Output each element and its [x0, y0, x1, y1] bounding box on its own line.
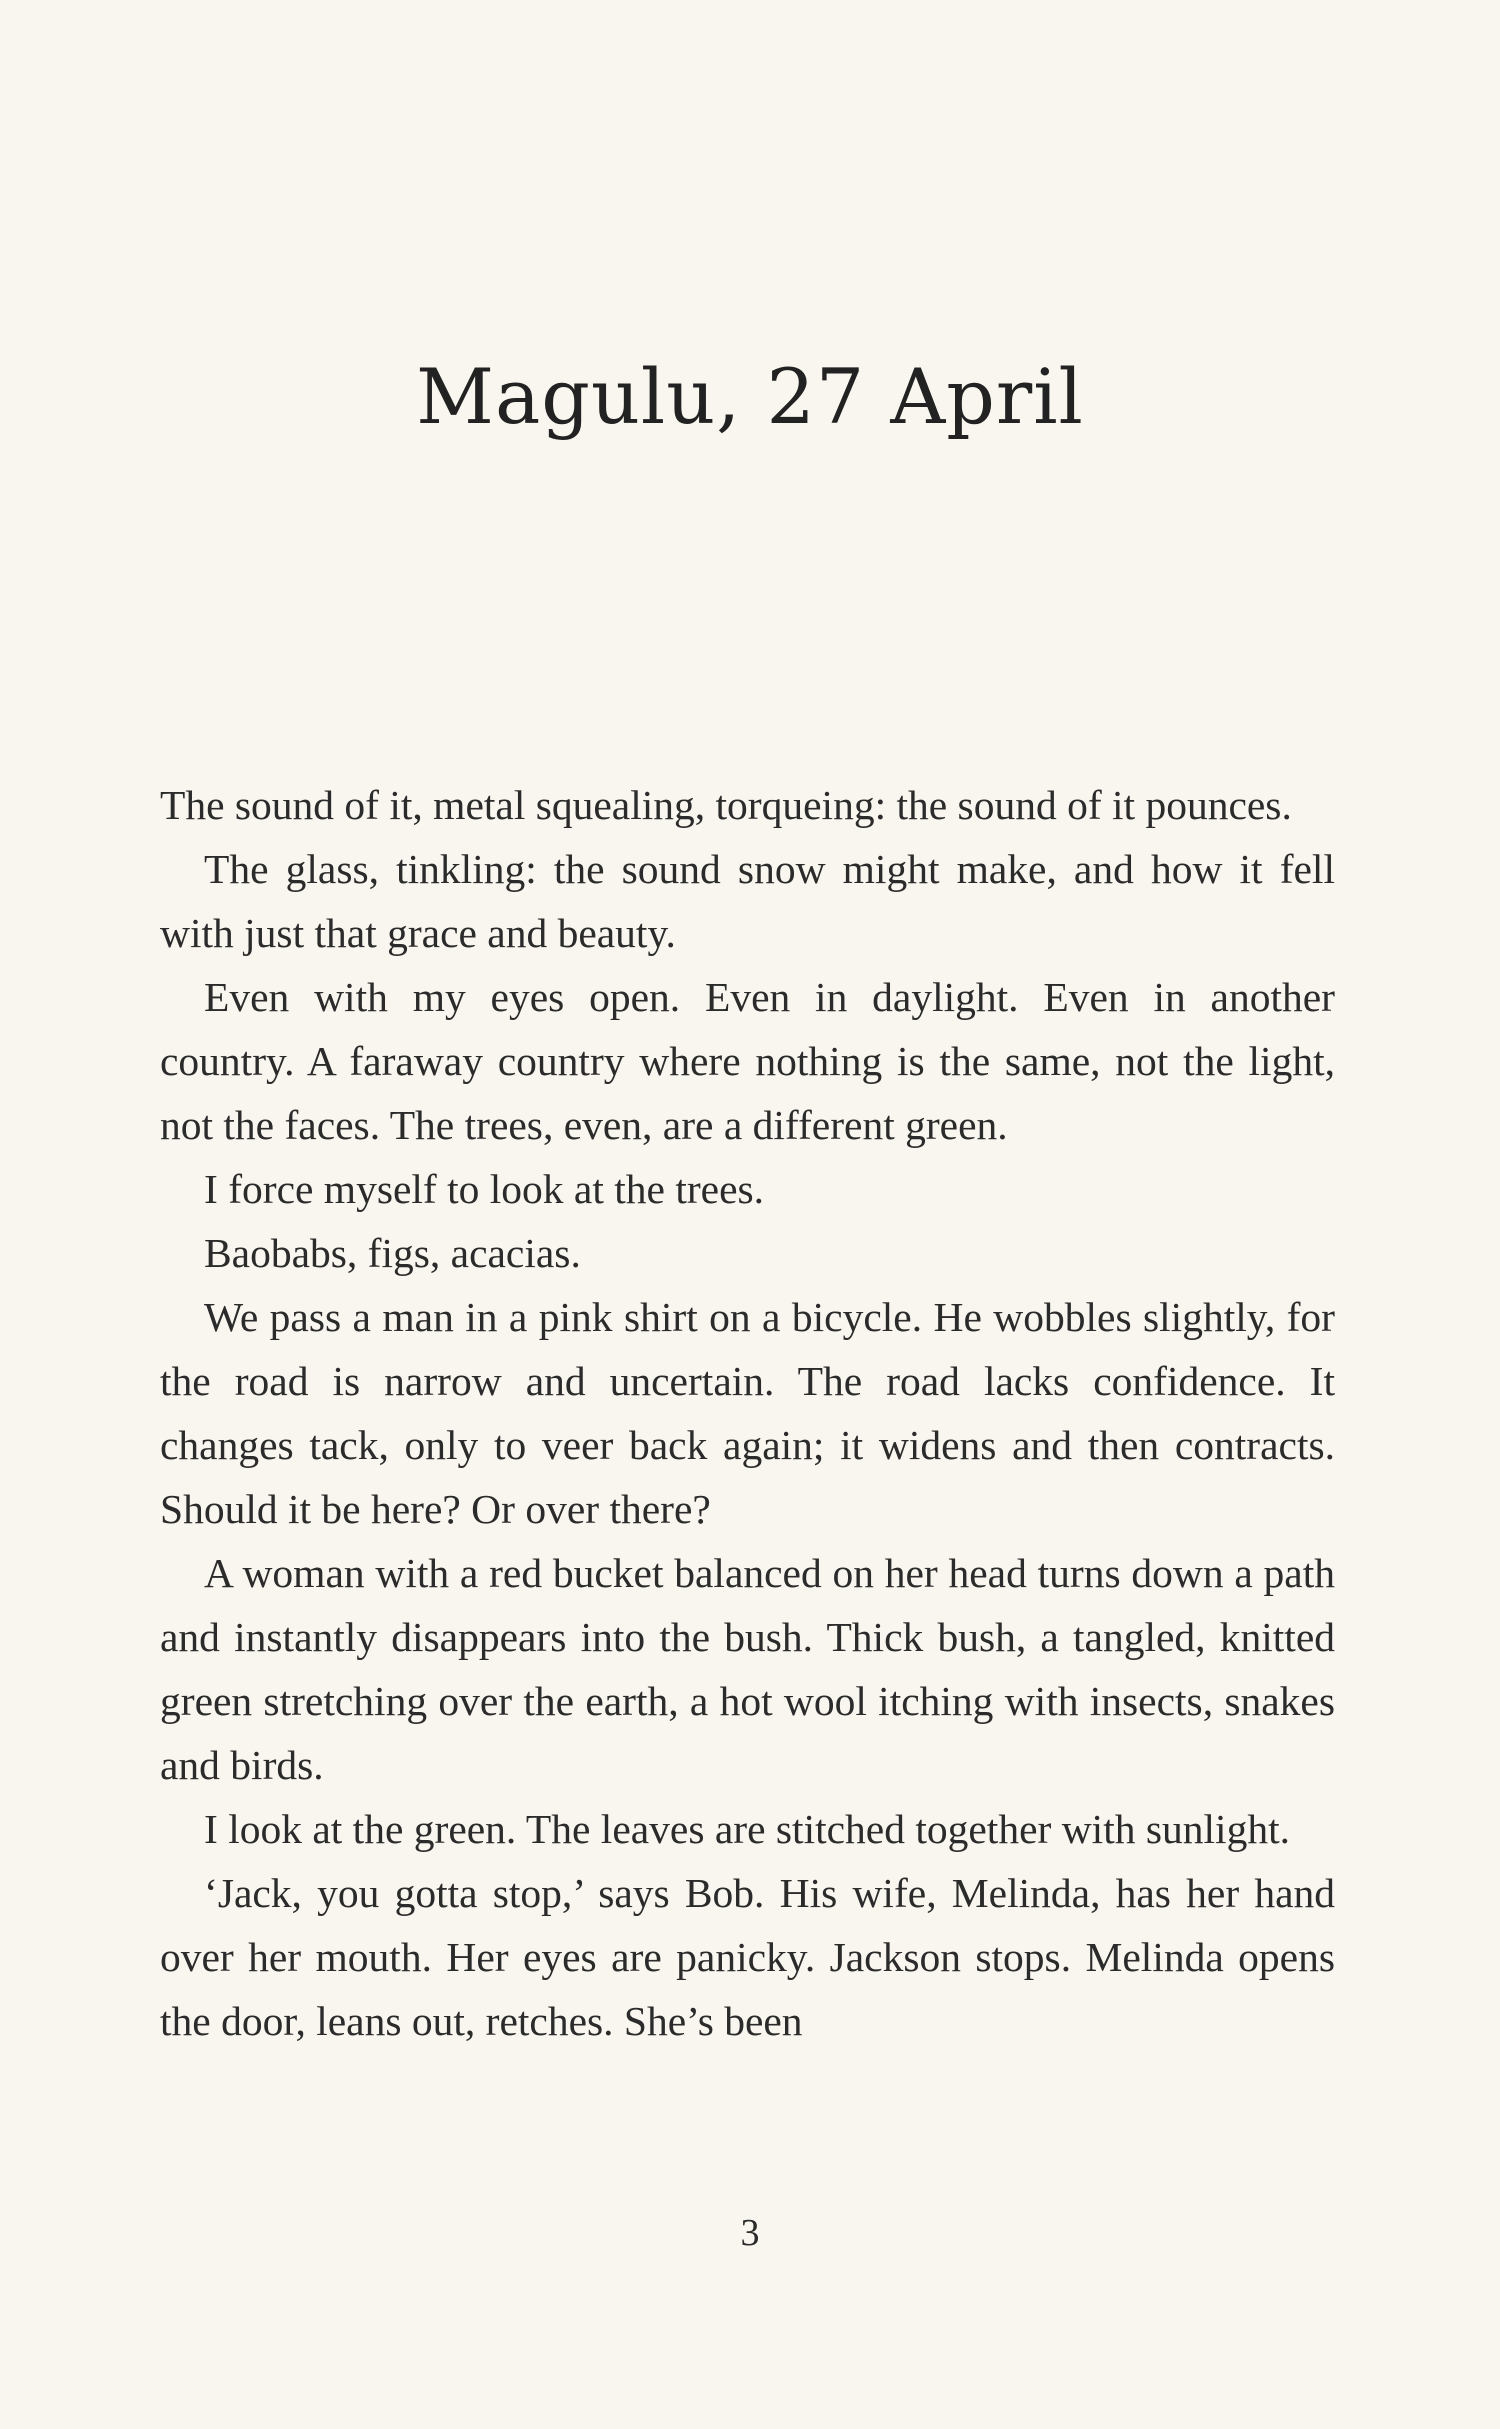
body-text — [160, 773, 1335, 2053]
paragraph: ‘Jack, you gotta stop,’ says Bob. His wife, Melinda, has her hand over her mouth. Her eyes are panicky. Jackson stops. Melinda opens the door, leans out, retches. She’s been — [160, 1870, 1335, 2044]
paragraph: We pass a man in a pink shirt on a bicycle. He wobbles slightly, for the road is narrow and uncertain. The road lacks confidence. It changes tack, only to veer back again; it widens and then contracts. Should it be here? Or over there? — [160, 1294, 1335, 1532]
paragraph: Even with my eyes open. Even in daylight. Even in another country. A faraway country where nothing is the same, not the light, not the faces. The trees, even, are a different green. — [160, 974, 1335, 1148]
page-number: 3 — [740, 2212, 760, 2254]
paragraph: Baobabs, figs, acacias. — [204, 1230, 581, 1276]
paragraph: The sound of it, metal squealing, torqueing: the sound of it pounces. — [160, 782, 1292, 828]
paragraph: I force myself to look at the trees. — [204, 1166, 765, 1212]
chapter-title: Magulu, 27 April — [416, 352, 1084, 441]
paragraph: The glass, tinkling: the sound snow might make, and how it fell with just that grace and beauty. — [160, 846, 1335, 956]
paragraph: A woman with a red bucket balanced on her head turns down a path and instantly disappears into the bush. Thick bush, a tangled, knitted green stretching over the earth, a hot wool itching with insects, snakes and birds. — [160, 1550, 1335, 1788]
paragraph: I look at the green. The leaves are stitched together with sunlight. — [204, 1806, 1290, 1852]
